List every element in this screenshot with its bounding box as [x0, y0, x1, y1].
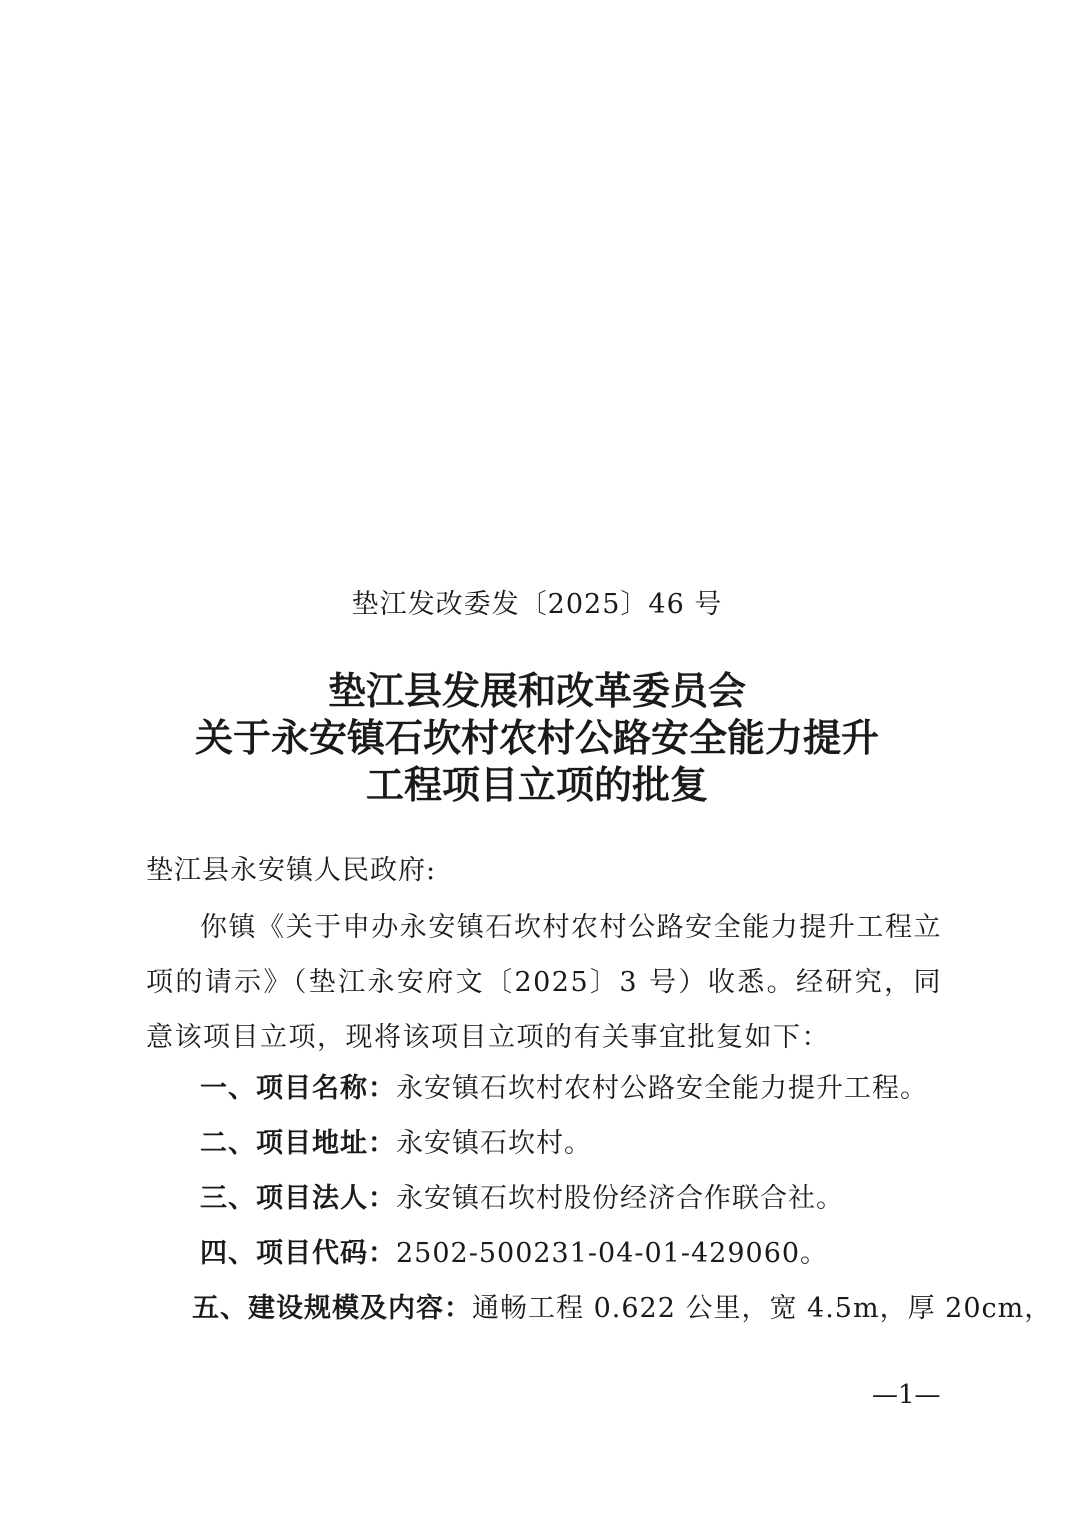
- item-label: 四、项目代码：: [200, 1238, 396, 1269]
- document-number: 垫江发改委发〔2025〕46 号: [351, 589, 723, 620]
- title-line-3: 工程项目立项的批复: [365, 763, 708, 807]
- item-value: 永安镇石坎村农村公路安全能力提升工程。: [396, 1073, 928, 1104]
- item-label: 二、项目地址：: [200, 1128, 396, 1159]
- item-label: 三、项目法人：: [200, 1183, 396, 1214]
- page-number: —1—: [872, 1380, 941, 1410]
- document-title: [0, 668, 1074, 809]
- item-label: 五、建设规模及内容：: [192, 1293, 472, 1324]
- item-project-name: [200, 1066, 928, 1105]
- item-value: 2502-500231-04-01-429060。: [396, 1238, 829, 1269]
- item-value: 通畅工程 0.622 公里，宽 4.5m，厚 20cm，: [472, 1293, 1053, 1324]
- item-project-legal-entity: [200, 1176, 844, 1215]
- item-label: 一、项目名称：: [200, 1073, 396, 1104]
- title-line-1: 垫江县发展和改革委员会: [327, 669, 746, 713]
- item-construction-scale: [192, 1286, 1052, 1325]
- title-line-2: 关于永安镇石坎村农村公路安全能力提升: [194, 716, 879, 760]
- item-project-address: [200, 1121, 592, 1160]
- item-project-code: [200, 1231, 828, 1270]
- body-paragraph: 你镇《关于申办永安镇石坎村农村公路安全能力提升工程立项的请示》（垫江永安府文〔2025〕3 号）收悉。经研究，同意该项目立项，现将该项目立项的有关事宜批复如下：: [146, 912, 942, 1053]
- item-value: 永安镇石坎村股份经济合作联合社。: [396, 1183, 844, 1214]
- salutation: 垫江县永安镇人民政府:: [146, 855, 437, 886]
- item-value: 永安镇石坎村。: [396, 1128, 592, 1159]
